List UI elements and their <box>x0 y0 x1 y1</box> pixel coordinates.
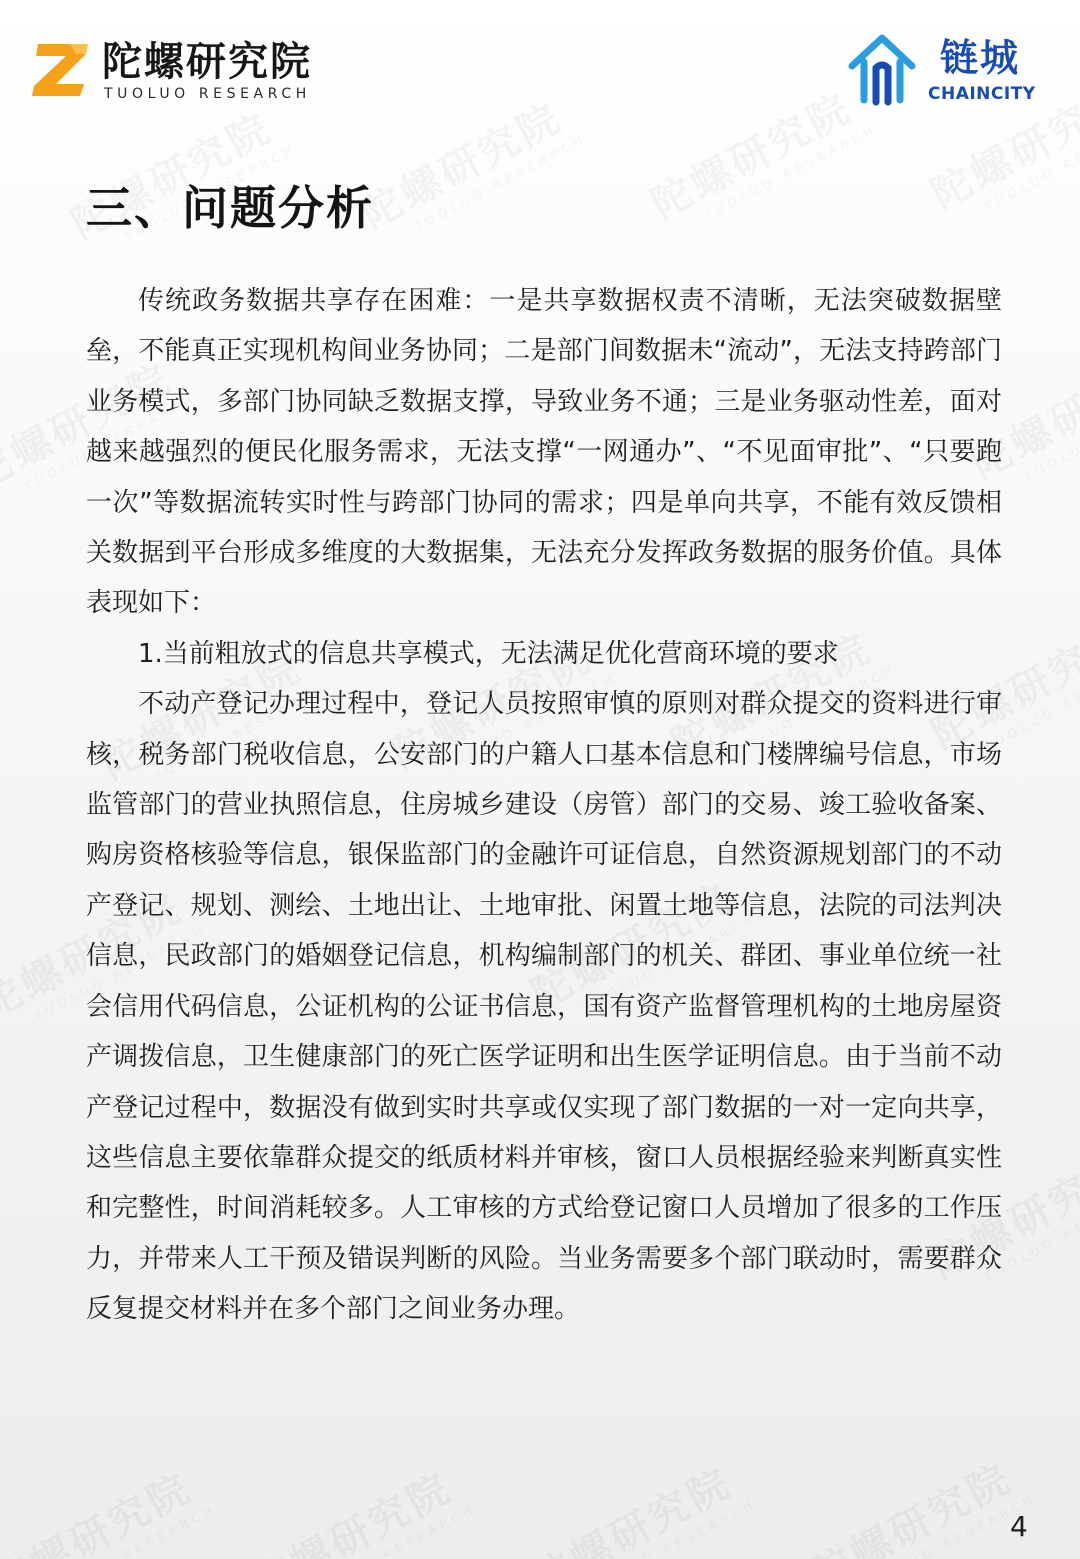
brand-name-cn: 陀螺研究院 <box>102 39 312 85</box>
watermark <box>0 1451 219 1559</box>
page-header <box>0 0 1080 120</box>
watermark <box>240 1451 479 1559</box>
intro-paragraph: 传统政务数据共享存在困难：一是共享数据权责不清晰，无法突破数据壁垒，不能真正实现机构间业务协同；二是部门间数据未“流动”，无法支持跨部门业务模式，多部门协同缺乏数据支撑，导致业务不通；三是业务驱动性差，面对越来越强烈的便民化服务需求，无法支撑“一网通办”、“不见面审批”、“只要跑一次”等数据流转实时性与跨部门协同的需求；四是单向共享，不能有效反馈相关数据到平台形成多维度的大数据集，无法充分发挥政务数据的服务价值。具体表现如下： <box>86 286 1002 619</box>
section-title: 三、问题分析 <box>86 181 374 235</box>
subsection-paragraph: 不动产登记办理过程中，登记人员按照审慎的原则对群众提交的资料进行审核，税务部门税收信息，公安部门的户籍人口基本信息和门楼牌编号信息，市场监管部门的营业执照信息，住房城乡建设（房管）部门的交易、竣工验收备案、购房资格核验等信息，银保监部门的金融许可证信息，自然资源规划部门的不动产登记、规划、测绘、土地出让、土地审批、闲置土地等信息，法院的司法判决信息，民政部门的婚姻登记信息，机构编制部门的机关、群团、事业单位统一社会信用代码信息，公证机构的公证书信息，国有资产监督管理机构的土地房屋资产调拨信息，卫生健康部门的死亡医学证明和出生医学证明信息。由于当前不动产登记过程中，数据没有做到实时共享或仅实现了部门数据的一对一定向共享，这些信息主要依靠群众提交的纸质材料并审核，窗口人员根据经验来判断真实性和完整性，时间消耗较多。人工审核的方式给登记窗口人员增加了很多的工作压力，并带来人工干预及错误判断的风险。当业务需要多个部门联动时，需要群众反复提交材料并在多个部门之间业务办理。 <box>86 689 1002 1325</box>
watermark <box>520 1446 759 1559</box>
z-logo-icon <box>30 40 92 98</box>
document-body <box>86 276 1002 1335</box>
building-logo-icon <box>848 32 916 108</box>
chaincity-name-en: CHAINCITY <box>928 84 1036 104</box>
watermark <box>800 1441 1039 1559</box>
chaincity-logo <box>848 32 1048 112</box>
page-number: 4 <box>1010 1510 1028 1543</box>
tuoluo-research-logo <box>30 38 350 104</box>
chaincity-name-cn: 链城 <box>940 36 1021 80</box>
brand-name-en: TUOLUO RESEARCH <box>104 86 311 102</box>
subsection-heading: 1.当前粗放式的信息共享模式，无法满足优化营商环境的要求 <box>138 638 839 669</box>
